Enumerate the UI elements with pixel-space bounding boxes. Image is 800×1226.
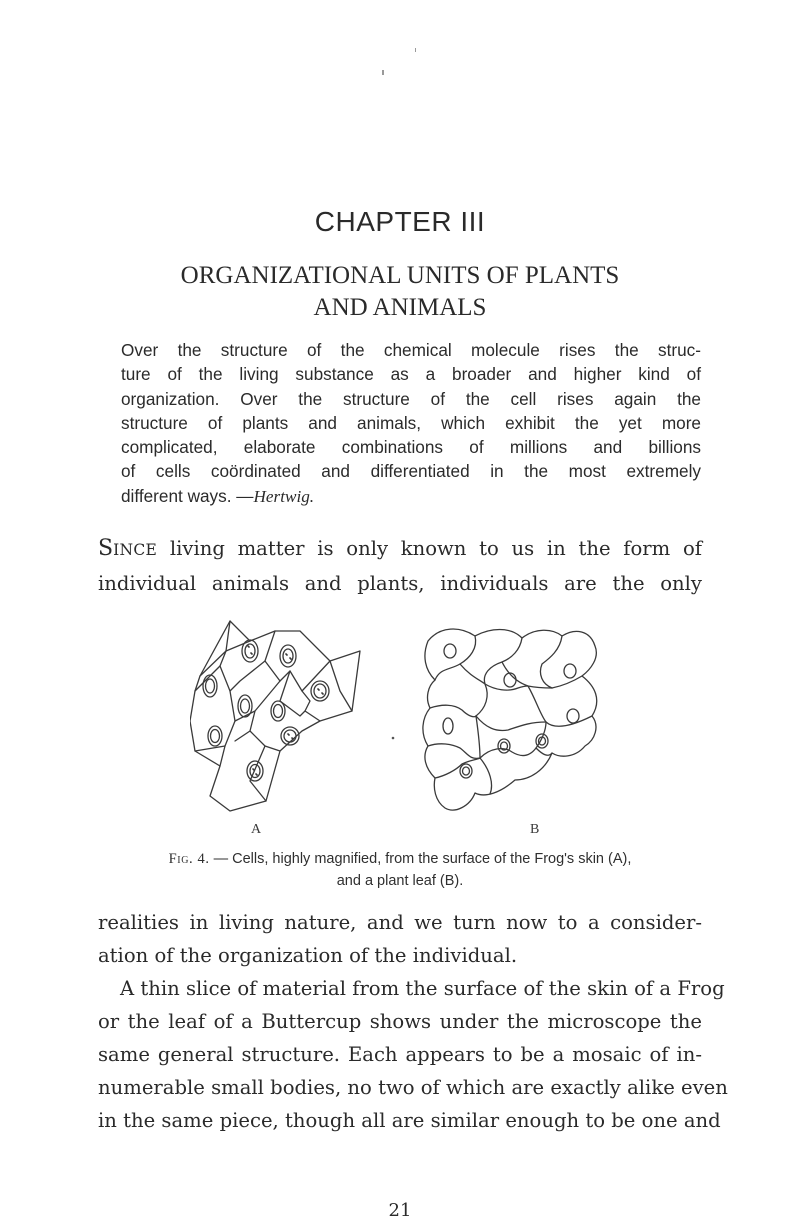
body-line: numerable small bodies, no two of which are exactly alike even	[98, 1076, 728, 1099]
figure-label-b: B	[530, 822, 540, 837]
body-paragraph	[98, 906, 728, 1137]
epigraph-line: organization. Over the structure of the cell rises again the	[121, 388, 701, 409]
print-speck	[415, 48, 416, 52]
page-number: 21	[388, 1200, 412, 1221]
epigraph-line: Over the structure of the chemical molecule rises the struc-	[121, 340, 701, 360]
print-dot	[392, 737, 395, 740]
intro-line-text: living matter is only known to us in the form of	[157, 537, 702, 560]
epigraph-last-line	[121, 484, 701, 509]
chapter-title	[0, 260, 800, 324]
chapter-title-line: ORGANIZATIONAL UNITS OF PLANTS	[180, 262, 620, 289]
body-line: in the same piece, though all are similar enough to be one and	[98, 1109, 721, 1132]
body-line: same general structure. Each appears to be a mosaic of in-	[98, 1043, 702, 1066]
epigraph-line: of cells coördinated and differentiated in the most extremely	[121, 461, 701, 482]
print-speck	[382, 70, 384, 75]
intro-line: individual animals and plants, individuals are the only	[98, 572, 702, 595]
epigraph-author: Hertwig.	[253, 486, 315, 506]
frog-skin-cells-illustration	[190, 621, 360, 811]
drop-letter: S	[98, 536, 114, 561]
body-line: ation of the organization of the individual.	[98, 944, 518, 967]
intro-line	[98, 532, 702, 567]
caption-line: and a plant leaf (B).	[336, 873, 464, 889]
small-caps-word: INCE	[113, 541, 158, 559]
figure-reference: Fig. 4.	[168, 851, 210, 867]
caption-text: — Cells, highly magnified, from the surface of the Frog's skin (A),	[209, 851, 632, 867]
epigraph-line: different ways. —	[121, 485, 254, 506]
figure-caption	[100, 848, 700, 892]
epigraph-line: complicated, elaborate combinations of millions and billions	[121, 437, 701, 458]
chapter-title-line: AND ANIMALS	[313, 294, 487, 321]
figure-cells	[190, 618, 620, 818]
intro-paragraph	[98, 532, 702, 600]
body-line: A thin slice of material from the surface of the skin of a Frog	[120, 977, 725, 1000]
body-line: or the leaf of a Buttercup shows under the microscope the	[98, 1010, 702, 1033]
epigraph-line: ture of the living substance as a broader and higher kind of	[121, 364, 701, 385]
plant-leaf-cells-illustration	[423, 629, 597, 810]
chapter-heading: CHAPTER III	[314, 206, 486, 237]
body-line: realities in living nature, and we turn now to a consider-	[98, 911, 702, 934]
epigraph	[121, 338, 701, 509]
figure-label-a: A	[251, 822, 262, 837]
epigraph-line: structure of plants and animals, which exhibit the yet more	[121, 412, 701, 433]
caption-line	[100, 848, 700, 870]
